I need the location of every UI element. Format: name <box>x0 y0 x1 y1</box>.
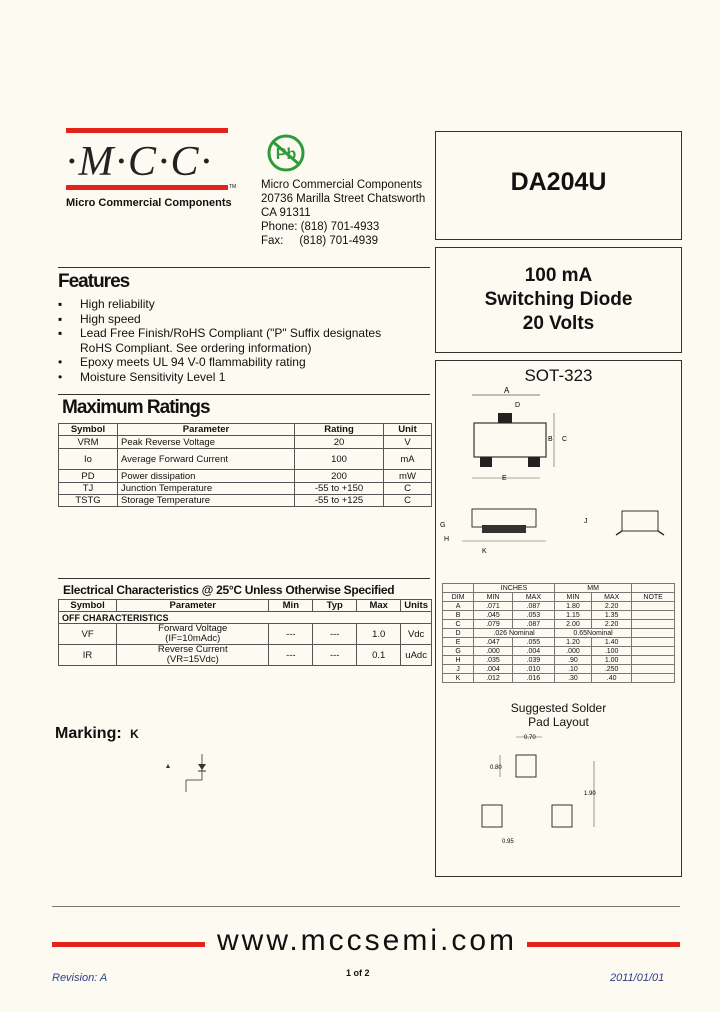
ec-param-line: (IF=10mAdc) <box>165 633 221 644</box>
dim-cell: 0.65Nominal <box>554 629 631 638</box>
dim-label-a: A <box>504 386 510 395</box>
ec-header: Symbol <box>59 600 117 612</box>
dim-cell: .000 <box>554 647 591 656</box>
list-item: ▪ High speed <box>58 311 141 326</box>
dim-cell: .026 Nominal <box>474 629 555 638</box>
table-row <box>443 629 675 638</box>
address-line: 20736 Marilla Street Chatsworth <box>261 193 426 205</box>
rating-value: 20 <box>295 436 384 449</box>
url-left-bar <box>52 942 205 947</box>
dim-header-inches: INCHES <box>474 584 555 593</box>
solder-dim-3: 1.90 <box>584 791 596 797</box>
dim-cell: .010 <box>512 665 554 674</box>
table-row <box>443 665 675 674</box>
list-item: ▪ High reliability <box>58 297 155 311</box>
dim-cell <box>632 674 675 683</box>
dim-col-header: MAX <box>592 593 632 602</box>
table-row <box>443 602 675 611</box>
dim-cell: 1.20 <box>554 638 591 647</box>
dimension-table <box>442 583 675 683</box>
ec-typ: --- <box>313 645 357 666</box>
electrical-title: Electrical Characteristics @ 25°C Unless Otherwise Specified <box>63 583 395 597</box>
list-item: RoHS Compliant. See ordering information) <box>80 340 312 355</box>
ratings-title: Maximum Ratings <box>62 397 210 418</box>
rating-unit: mW <box>384 470 432 483</box>
table-row <box>443 620 675 629</box>
table-row <box>443 638 675 647</box>
dim-cell: H <box>443 656 474 665</box>
dim-cell: .035 <box>474 656 513 665</box>
rating-parameter: Storage Temperature <box>118 495 295 507</box>
table-row <box>59 483 432 495</box>
ec-header: Parameter <box>117 600 269 612</box>
rating-value: -55 to +125 <box>295 495 384 507</box>
marking-code: K <box>130 727 139 741</box>
table-row <box>443 656 675 665</box>
rating-unit: V <box>384 436 432 449</box>
solder-dim-1: 0.70 <box>524 735 536 741</box>
dim-label-h: H <box>444 536 450 543</box>
dim-cell: 1.15 <box>554 611 591 620</box>
table-row <box>59 470 432 483</box>
logo-top-bar <box>66 128 228 133</box>
dim-cell: .053 <box>512 611 554 620</box>
dim-label-d: D <box>515 402 521 409</box>
table-row <box>59 645 432 666</box>
rating-parameter: Peak Reverse Voltage <box>118 436 295 449</box>
list-item: • Epoxy meets UL 94 V-0 flammability rating <box>58 355 306 369</box>
dim-cell: J <box>443 665 474 674</box>
electrical-table <box>58 599 432 666</box>
logo-bottom-bar <box>66 185 228 190</box>
dim-cell: .10 <box>554 665 591 674</box>
dim-header-cell <box>632 584 675 593</box>
table-row <box>59 449 432 470</box>
dim-cell: 1.00 <box>592 656 632 665</box>
dim-label-k: K <box>482 548 487 555</box>
dim-cell: B <box>443 611 474 620</box>
trademark: TM <box>229 184 237 190</box>
ratings-rule <box>58 394 430 395</box>
pb-icon-text: Pb <box>275 146 297 163</box>
dim-cell: .071 <box>474 602 513 611</box>
solder-title <box>436 701 681 729</box>
address-line: Fax: (818) 701-4939 <box>261 235 378 247</box>
dim-cell: 2.00 <box>554 620 591 629</box>
mcc-logo: ·M·C·C· <box>66 139 214 185</box>
dim-cell: 2.20 <box>592 602 632 611</box>
footer-rule <box>52 906 680 907</box>
dim-cell: .40 <box>592 674 632 683</box>
ec-param-line: (VR=15Vdc) <box>166 654 219 665</box>
dim-cell: G <box>443 647 474 656</box>
address-line: CA 91311 <box>261 207 311 219</box>
diode-schematic-icon <box>160 750 220 800</box>
dim-label-j: J <box>584 518 588 525</box>
rating-symbol: TSTG <box>59 495 118 507</box>
date: 2011/01/01 <box>610 972 665 984</box>
rating-symbol: TJ <box>59 483 118 495</box>
solder-title-line: Suggested Solder <box>510 701 607 715</box>
marking-label-text: Marking: <box>55 725 122 742</box>
list-item: • Moisture Sensitivity Level 1 <box>58 369 226 384</box>
dim-cell: A <box>443 602 474 611</box>
dim-cell: .004 <box>474 665 513 674</box>
dim-label-e: E <box>502 475 507 482</box>
dim-cell: .30 <box>554 674 591 683</box>
table-row <box>443 647 675 656</box>
ratings-header: Unit <box>384 424 432 436</box>
dim-cell: .039 <box>512 656 554 665</box>
dim-cell <box>632 611 675 620</box>
ratings-header: Symbol <box>59 424 118 436</box>
dim-cell: .012 <box>474 674 513 683</box>
rating-value: 200 <box>295 470 384 483</box>
dim-label-b: B <box>548 436 553 443</box>
dim-cell: 1.35 <box>592 611 632 620</box>
marking-label <box>55 725 139 743</box>
ec-unit: uAdc <box>401 645 432 666</box>
rating-symbol: Io <box>59 449 118 470</box>
dim-header-mm: MM <box>554 584 631 593</box>
dim-cell <box>632 665 675 674</box>
ec-max: 1.0 <box>357 624 401 645</box>
dim-cell: .055 <box>512 638 554 647</box>
dim-cell: .250 <box>592 665 632 674</box>
dim-cell <box>632 638 675 647</box>
desc-line: 100 mA <box>524 265 593 286</box>
part-number-box <box>435 131 682 240</box>
dim-cell: .90 <box>554 656 591 665</box>
solder-pad-drawing <box>436 731 681 861</box>
ec-header: Max <box>357 600 401 612</box>
dim-cell <box>632 629 675 638</box>
dim-cell: .087 <box>512 620 554 629</box>
ec-header: Min <box>269 600 313 612</box>
ratings-header: Rating <box>295 424 384 436</box>
package-drawing-box <box>435 360 682 877</box>
ec-min: --- <box>269 645 313 666</box>
part-number: DA204U <box>510 168 607 196</box>
address-line: Phone: (818) 701-4933 <box>261 221 380 233</box>
table-row <box>443 611 675 620</box>
features-title: Features <box>58 271 130 292</box>
rating-unit: C <box>384 483 432 495</box>
ec-min: --- <box>269 624 313 645</box>
package-name: SOT-323 <box>524 366 593 385</box>
solder-dim-4: 0.95 <box>502 839 514 845</box>
dim-cell: 1.40 <box>592 638 632 647</box>
ec-header: Typ <box>313 600 357 612</box>
dim-label-c: C <box>562 436 568 443</box>
dim-label-g: G <box>440 522 446 529</box>
desc-line: 20 Volts <box>522 313 595 334</box>
ec-symbol: VF <box>59 624 117 645</box>
solder-title-line: Pad Layout <box>528 715 589 729</box>
dim-cell: .047 <box>474 638 513 647</box>
dim-cell: K <box>443 674 474 683</box>
ratings-header: Parameter <box>118 424 295 436</box>
dim-col-header: MAX <box>512 593 554 602</box>
rating-value: 100 <box>295 449 384 470</box>
features-list <box>58 297 428 384</box>
dim-cell <box>632 656 675 665</box>
description-box <box>435 247 682 353</box>
dim-cell: .004 <box>512 647 554 656</box>
revision: Revision: A <box>52 972 108 984</box>
table-row <box>443 674 675 683</box>
rating-parameter: Junction Temperature <box>118 483 295 495</box>
rating-parameter: Power dissipation <box>118 470 295 483</box>
dim-cell: 2.20 <box>592 620 632 629</box>
dim-cell: .087 <box>512 602 554 611</box>
ec-typ: --- <box>313 624 357 645</box>
rating-value: -55 to +150 <box>295 483 384 495</box>
ec-unit: Vdc <box>401 624 432 645</box>
ec-parameter <box>117 645 269 666</box>
dim-cell: 1.80 <box>554 602 591 611</box>
table-row <box>59 495 432 507</box>
top-view-drawing <box>436 383 681 488</box>
dim-cell: E <box>443 638 474 647</box>
rating-unit: C <box>384 495 432 507</box>
dim-cell <box>632 602 675 611</box>
url-right-bar <box>527 942 680 947</box>
ec-param-line: Reverse Current <box>157 644 228 655</box>
table-row <box>59 436 432 449</box>
page-number: 1 of 2 <box>346 968 370 978</box>
ec-symbol: IR <box>59 645 117 666</box>
company-address <box>261 178 425 248</box>
dim-cell <box>632 620 675 629</box>
dim-header-cell <box>443 584 474 593</box>
dim-cell: D <box>443 629 474 638</box>
website-url[interactable]: www.mccsemi.com <box>217 924 518 957</box>
dim-cell: .000 <box>474 647 513 656</box>
rating-symbol: VRM <box>59 436 118 449</box>
ec-parameter <box>117 624 269 645</box>
table-row <box>59 624 432 645</box>
ec-max: 0.1 <box>357 645 401 666</box>
dim-col-header: NOTE <box>632 593 675 602</box>
dim-col-header: MIN <box>554 593 591 602</box>
electrical-rule <box>58 578 430 579</box>
dim-cell: .016 <box>512 674 554 683</box>
dim-cell: C <box>443 620 474 629</box>
dim-cell <box>632 647 675 656</box>
features-rule <box>58 267 430 268</box>
solder-dim-2: 0.80 <box>490 765 502 771</box>
dim-cell: .045 <box>474 611 513 620</box>
lead-free-pb-icon <box>266 133 306 173</box>
address-line: Micro Commercial Components <box>261 179 423 191</box>
rating-unit: mA <box>384 449 432 470</box>
company-name: Micro Commercial Components <box>66 197 232 209</box>
ratings-table <box>58 423 432 507</box>
dim-cell: .100 <box>592 647 632 656</box>
ec-header: Units <box>401 600 432 612</box>
list-item: ▪ Lead Free Finish/RoHS Compliant ("P" Suffix designates <box>58 326 382 340</box>
ec-subhead: OFF CHARACTERISTICS <box>59 612 432 624</box>
ec-param-line: Forward Voltage <box>158 623 228 634</box>
dim-col-header: DIM <box>443 593 474 602</box>
desc-line: Switching Diode <box>484 289 633 310</box>
dim-cell: .079 <box>474 620 513 629</box>
rating-symbol: PD <box>59 470 118 483</box>
side-view-drawing <box>436 501 681 561</box>
dim-col-header: MIN <box>474 593 513 602</box>
rating-parameter: Average Forward Current <box>118 449 295 470</box>
